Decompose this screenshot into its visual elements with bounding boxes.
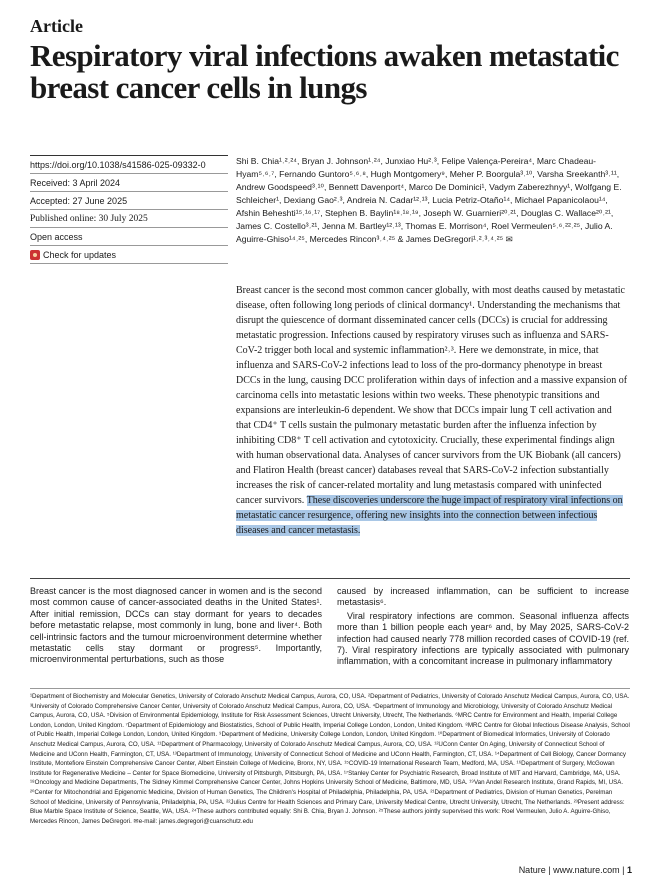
published-date: Published online: 30 July 2025: [30, 209, 228, 227]
body-paragraph: caused by increased inflammation, can be sufficient to increase metastasis⁶.: [337, 586, 629, 608]
received-date: Received: 3 April 2024: [30, 173, 228, 191]
check-updates-label: Check for updates: [43, 250, 117, 260]
journal-website[interactable]: www.nature.com: [553, 865, 620, 875]
article-meta-panel: [30, 155, 228, 264]
accepted-date: Accepted: 27 June 2025: [30, 191, 228, 209]
open-access-label: Open access: [30, 227, 228, 245]
body-column-left: Breast cancer is the most diagnosed cancer in women and is the second most common cause of cancer-associated deaths in the United States¹. After initial remission, DCCs can stay dormant for years to decades before metastatic relapse, most commonly in lung, bone and liver⁴. Both cell-intrinsic factors and the tumour microenvironment determine whether metastatic cells stay dormant or progress⁵. Importantly, microenvironmental perturbations, such as those: [30, 586, 322, 665]
abstract-text: Breast cancer is the second most common cancer globally, with most deaths caused by metastatic disease, often following long periods of clinical dormancy¹. Understanding the mechanisms that disrupt the quiescence of dormant disseminated cancer cells (DCCs) is crucial for addressing metastatic progression. Infections caused by respiratory viruses such as influenza and SARS-CoV-2 trigger both local and systemic inflammation²˒³. Here we demonstrate, in mice, that influenza and SARS-CoV-2 infections lead to loss of the pro-dormancy phenotype in breast DCCs in the lung, causing DCC proliferation within days of infection and a massive expansion of carcinoma cells into metastatic lesions within two weeks. These phenotypic transitions and expansions are interleukin-6 dependent. We show that DCCs impair lung T cell activation and that CD4⁺ T cells sustain the pulmonary metastatic burden after the influenza infection by inhibiting CD8⁺ T cell activation and cytotoxicity. Crucially, these experimental findings align with human observational data. Analyses of cancer survivors from the UK Biobank (all cancers) and Flatiron Health (breast cancer) databases reveal that SARS-CoV-2 infection substantially increases the risk of cancer-related mortality and lung metastasis compared with uninfected cancer survivors.: [236, 285, 628, 506]
abstract-highlighted-text: These discoveries underscore the huge impact of respiratory viral infections on metastatic cancer resurgence, offering new insights into the connection between infectious diseases and cancer metastasis.: [236, 495, 623, 536]
check-for-updates-icon: [30, 250, 40, 260]
page-number: 1: [626, 865, 632, 875]
section-divider: [30, 578, 630, 579]
author-list: Shi B. Chia¹˒²˒²⁴, Bryan J. Johnson¹˒²⁴, Junxiao Hu²˒³, Felipe Valença-Pereira⁴, Marc Chadeau-Hyam⁵˒⁶˒⁷, Fernando Guntoro⁵˒⁶˒⁸, Hugh Montgomery⁹, Meher P. Boorgula³˒¹⁰, Varsha Sreekanth³˒¹¹, Andrew Goodspeed³˒¹⁰, Bennett Davenport⁴, Marco De Dominici¹, Vadym Zaberezhnyy¹, Wolfgang E. Schleicher¹, Dexiang Gao²˒³, Andreia N. Cadar¹²˒¹³, Lucia Petriz-Otaño¹⁴, Michael Papanicolaou¹⁴, Afshin Beheshti¹⁵˒¹⁶˒¹⁷, Stephen B. Baylin¹⁸˒¹⁸˒¹⁹, Joseph W. Guarnieri²⁰˒²¹, Douglas C. Wallace²⁰˒²¹, James C. Costello³˒²¹, Jenna M. Bartley¹²˒¹³, Thomas E. Morrison⁴, Roel Vermeulen⁵˒⁶˒²²˒²⁵, Julio A. Aguirre-Ghiso¹⁴˒²⁵, Mercedes Rincon³˒⁴˒²⁵ & James DeGregori¹˒²˒³˒⁴˒²⁵ ✉: [236, 156, 622, 244]
article-type-label: Article: [30, 16, 83, 36]
paper-title: Respiratory viral infections awaken metastatic breast cancer cells in lungs: [30, 38, 619, 105]
body-paragraph: Viral respiratory infections are common. Seasonal influenza affects more than 1 billion people each year⁶ and, by May 2025, SARS-CoV-2 infection had caused nearly 778 million recorded cases of COVID-19 (ref. 7). Viral respiratory infections are typically associated with pulmonary inflammation, with a concomitant increase in pulmonary inflammatory: [337, 610, 629, 667]
check-updates-link[interactable]: [30, 245, 228, 264]
footer-separator: |: [622, 865, 625, 875]
affiliations-footnote: ¹Department of Biochemistry and Molecular Genetics, University of Colorado Anschutz Medical Campus, Aurora, CO, USA. ²Department of Pediatrics, University of Colorado Anschutz Medical Campus, Aurora, CO, USA. ³University of Colorado Comprehensive Cancer Center, University of Colorado Anschutz Medical Campus, Aurora, CO, USA. ⁴Department of Immunology and Microbiology, University of Colorado Anschutz Medical Campus, Aurora, CO, USA. ⁵Division of Environmental Epidemiology, Institute for Risk Assessment Sciences, Utrecht University, Utrecht, The Netherlands. ⁶MRC Centre for Environment and Health, Imperial College London, London, United Kingdom. ⁷Department of Epidemiology and Biostatistics, School of Public Health, Imperial College London, London, United Kingdom. ⁸MRC Centre for Global Infectious Disease Analysis, School of Public Health, Imperial College London, London, United Kingdom. ⁹Department of Medicine, University College London, London, United Kingdom. ¹⁰Department of Biomedical Informatics, University of Colorado Anschutz Medical Campus, Aurora, CO, USA. ¹¹Department of Pharmacology, University of Colorado Anschutz Medical Campus, Aurora, CO, USA. ¹²UConn Center On Aging, University of Connecticut School of Medicine and UConn Health, Farmington, CT, USA. ¹³Department of Immunology, University of Connecticut School of Medicine and UConn Health, Farmington, CT, USA. ¹⁴Department of Cell Biology, Cancer Dormancy Institute, Montefiore Einstein Comprehensive Cancer Center, Albert Einstein College of Medicine, Bronx, NY, USA. ¹⁵COVID-19 International Research Team, Medford, MA, USA. ¹⁶Department of Surgery, McGowan Institute for Regenerative Medicine – Center for Space Biomedicine, University of Pittsburgh, Pittsburgh, PA, USA. ¹⁷Stanley Center for Psychiatric Research, Broad Institute of MIT and Harvard, Cambridge, MA, USA. ¹⁸Oncology and Medicine Departments, The Sidney Kimmel Comprehensive Cancer Center, Johns Hopkins University School of Medicine, Baltimore, MD, USA. ¹⁹Van Andel Research Institute, Grand Rapids, MI, USA. ²⁰Center for Mitochondrial and Epigenomic Medicine, Division of Human Genetics, The Children's Hospital of Philadelphia, Philadelphia, PA, USA. ²¹Department of Pediatrics, Division of Human Genetics, Perelman School of Medicine, University of Pennsylvania, Philadelphia, PA, USA. ²²Julius Centre for Health Sciences and Primary Care, University Medical Centre, Utrecht University, Utrecht, The Netherlands. ²³Present address: Blue Marble Space Institute of Science, Seattle, WA, USA. ²⁴These authors contributed equally: Shi B. Chia, Bryan J. Johnson. ²⁵These authors jointly supervised this work: Roel Vermeulen, Julio A. Aguirre-Ghiso, Mercedes Rincon, James DeGregori. ✉e-mail: james.degregori@cuanschutz.edu: [30, 688, 630, 826]
body-column-right: [337, 586, 629, 668]
abstract: [236, 283, 628, 538]
journal-name: Nature: [518, 865, 546, 875]
footer-separator: |: [548, 865, 551, 875]
page-footer: [519, 865, 632, 875]
doi-link[interactable]: https://doi.org/10.1038/s41586-025-09332-0: [30, 155, 228, 173]
